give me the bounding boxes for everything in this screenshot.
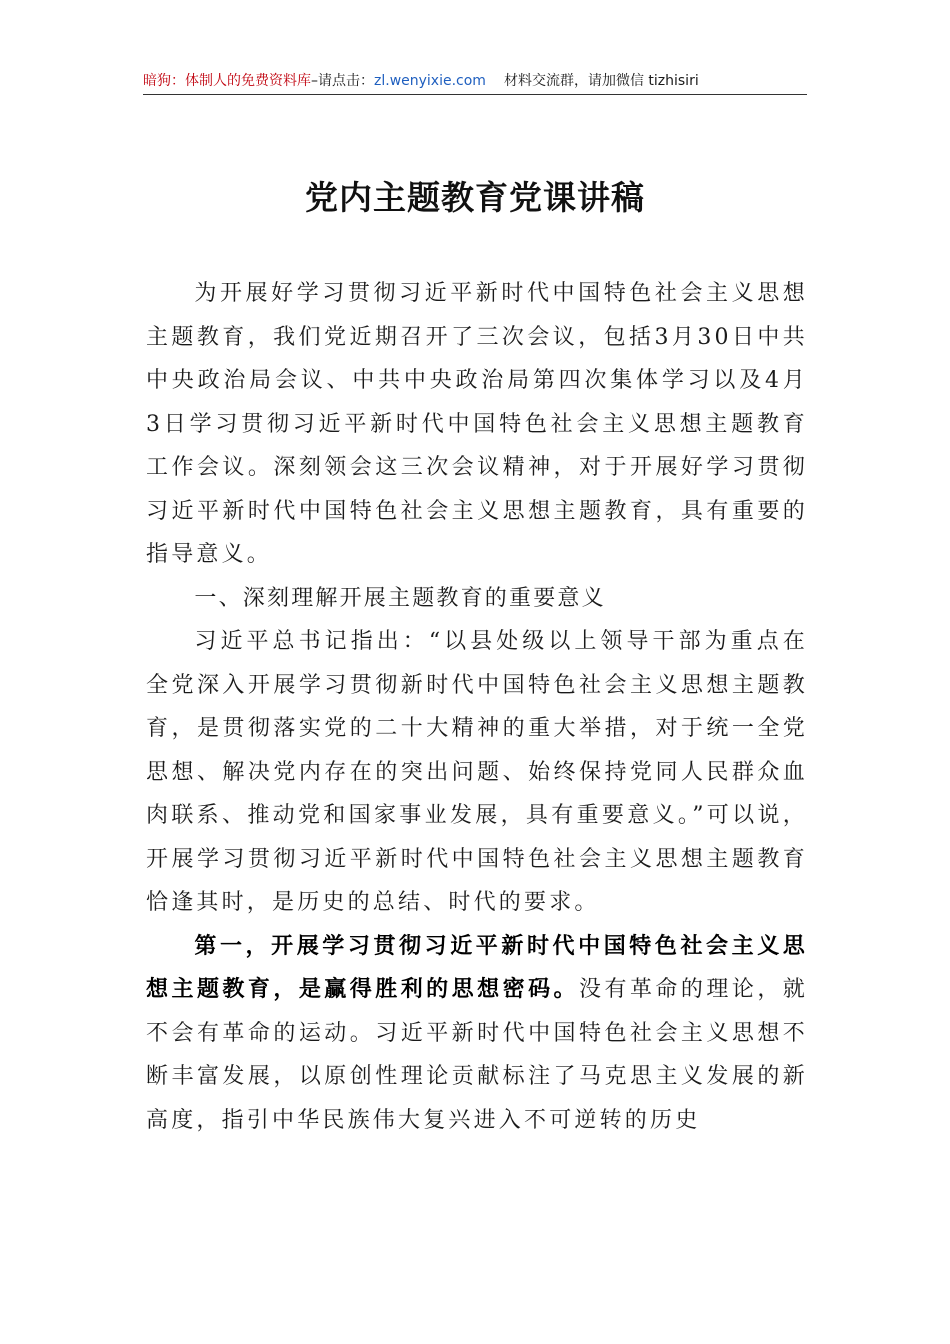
paragraph-lead: 第一，开展学习贯彻习近平新时代中国特色社会主义思想主题教育，是赢得胜利的思想密码。 (146, 932, 808, 1002)
document-body (146, 272, 808, 1142)
group-note: 材料交流群，请加微信 tizhisiri (503, 73, 699, 89)
header-link[interactable]: zl.wenyixie.com (374, 73, 486, 89)
click-prompt: –请点击： (311, 73, 374, 89)
document-title: 党内主题教育党课讲稿 (305, 178, 645, 217)
paragraph-body: 没有革命的理论，就不会有革命的运动。习近平新时代中国特色社会主义思想不断丰富发展，以原创性理论贡献标注了马克思主义发展的新高度，指引中华民族伟大复兴进入不可逆转的历史 (146, 977, 808, 1133)
page-header (143, 68, 807, 95)
source-label: 暗狗：体制人的免费资料库 (143, 73, 311, 89)
paragraph-intro: 为开展好学习贯彻习近平新时代中国特色社会主义思想主题教育，我们党近期召开了三次会议，包括3月30日中共中央政治局会议、中共中央政治局第四次集体学习以及4月3日学习贯彻习近平新时代中国特色社会主义思想主题教育工作会议。深刻领会这三次会议精神，对于开展好学习贯彻习近平新时代中国特色社会主义思想主题教育，具有重要的指导意义。 (146, 281, 808, 567)
paragraph-quote: 习近平总书记指出：“以县处级以上领导干部为重点在全党深入开展学习贯彻新时代中国特色社会主义思想主题教育，是贯彻落实党的二十大精神的重大举措，对于统一全党思想、解决党内存在的突出问题、始终保持党同人民群众血肉联系、推动党和国家事业发展，具有重要意义。”可以说，开展学习贯彻习近平新时代中国特色社会主义思想主题教育恰逢其时，是历史的总结、时代的要求。 (146, 629, 808, 915)
paragraph-first-point (146, 925, 808, 1143)
section-heading: 一、深刻理解开展主题教育的重要意义 (194, 585, 606, 611)
